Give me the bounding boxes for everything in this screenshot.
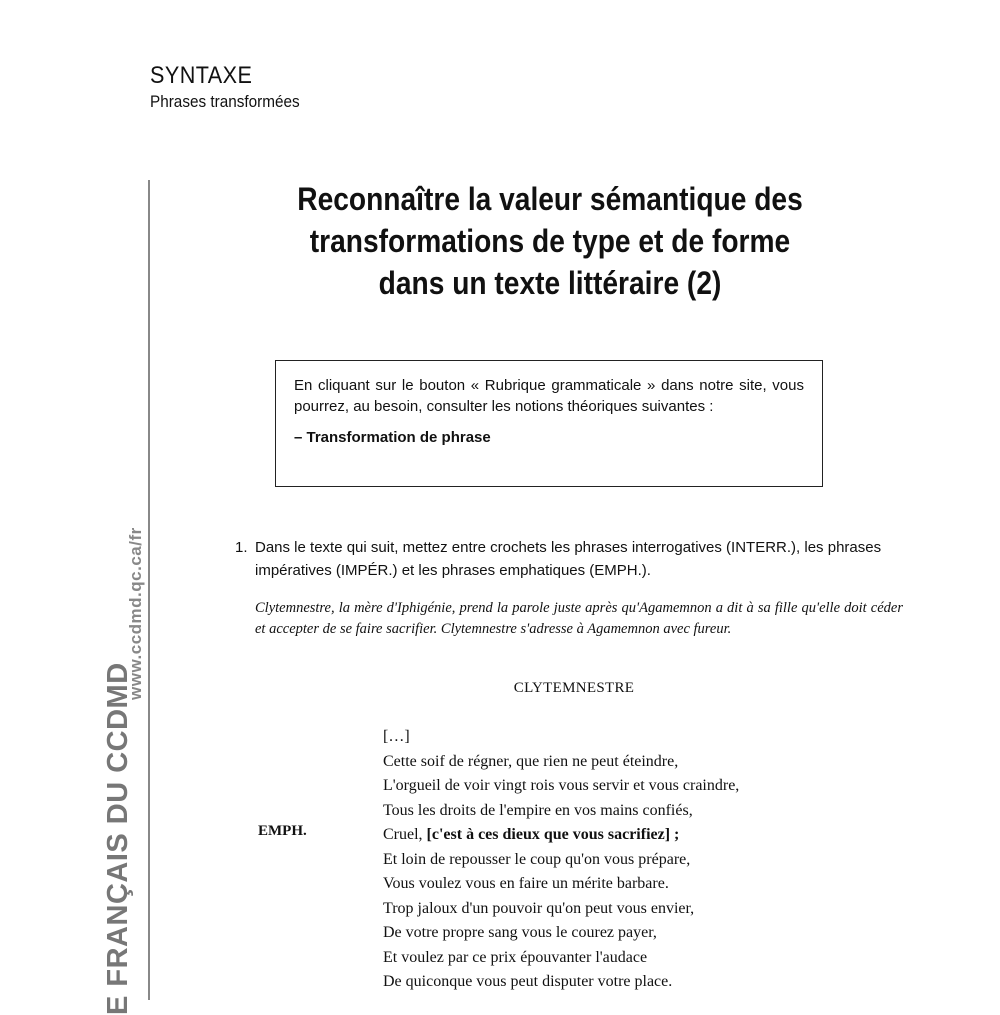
sidebar-brand: E FRANÇAIS DU CCDMD xyxy=(102,662,134,1015)
verse-line: […] xyxy=(383,728,410,745)
speaker-name: CLYTEMNESTRE xyxy=(513,680,635,696)
bracketed-phrase: [c'est à ces dieux que vous sacrifiez] ; xyxy=(426,826,680,843)
title-line-1: Reconnaître la valeur sémantique des xyxy=(297,181,803,217)
verse-start: Cruel, xyxy=(383,826,427,843)
subsection-label: Phrases transformées xyxy=(150,92,300,111)
page-title xyxy=(277,178,823,304)
margin-divider xyxy=(148,180,150,1000)
info-box xyxy=(275,360,823,487)
sidebar-url: www.ccdmd.qc.ca/fr xyxy=(126,527,145,700)
section-label: SYNTAXE xyxy=(150,62,253,89)
verse-line: Cette soif de régner, que rien ne peut éteindre, xyxy=(383,752,679,770)
verse-line-emphatic xyxy=(383,823,739,848)
info-box-item: – Transformation de phrase xyxy=(294,429,491,446)
verse-block xyxy=(383,725,739,995)
verse-line: De quiconque vous peut disputer votre place. xyxy=(383,973,673,990)
verse-line: Et voulez par ce prix épouvanter l'audace xyxy=(383,948,648,966)
verse-line: Trop jaloux d'un pouvoir qu'on peut vous envier, xyxy=(383,899,695,917)
title-line-3: dans un texte littéraire (2) xyxy=(378,265,722,301)
verse-line: De votre propre sang vous le courez payer, xyxy=(383,924,657,941)
verse-line: Et loin de repousser le coup qu'on vous prépare, xyxy=(383,850,691,868)
title-line-2: transformations de type et de forme xyxy=(309,223,791,259)
emph-annotation: EMPH. xyxy=(258,823,307,839)
verse-line: L'orgueil de voir vingt rois vous servir et vous craindre, xyxy=(383,777,740,794)
verse-line: Vous voulez vous en faire un mérite barbare. xyxy=(383,875,669,892)
question-1 xyxy=(235,536,905,582)
info-box-text: En cliquant sur le bouton « Rubrique grammaticale » dans notre site, vous pourrez, au besoin, consulter les notions théoriques suivantes : xyxy=(294,377,804,415)
page-header xyxy=(150,62,316,112)
verse-line: Tous les droits de l'empire en vos mains confiés, xyxy=(383,801,693,819)
context-paragraph: Clytemnestre, la mère d'Iphigénie, prend la parole juste après qu'Agamemnon a dit à sa fille qu'elle doit céder et accepter de se faire sacrifier. Clytemnestre s'adresse à Agamemnon avec fureur. xyxy=(255,600,903,637)
question-number: 1. xyxy=(235,539,248,556)
question-text: Dans le texte qui suit, mettez entre crochets les phrases interrogatives (INTERR.), les phrases impératives (IMPÉR.) et les phrases emphatiques (EMPH.). xyxy=(255,539,882,579)
